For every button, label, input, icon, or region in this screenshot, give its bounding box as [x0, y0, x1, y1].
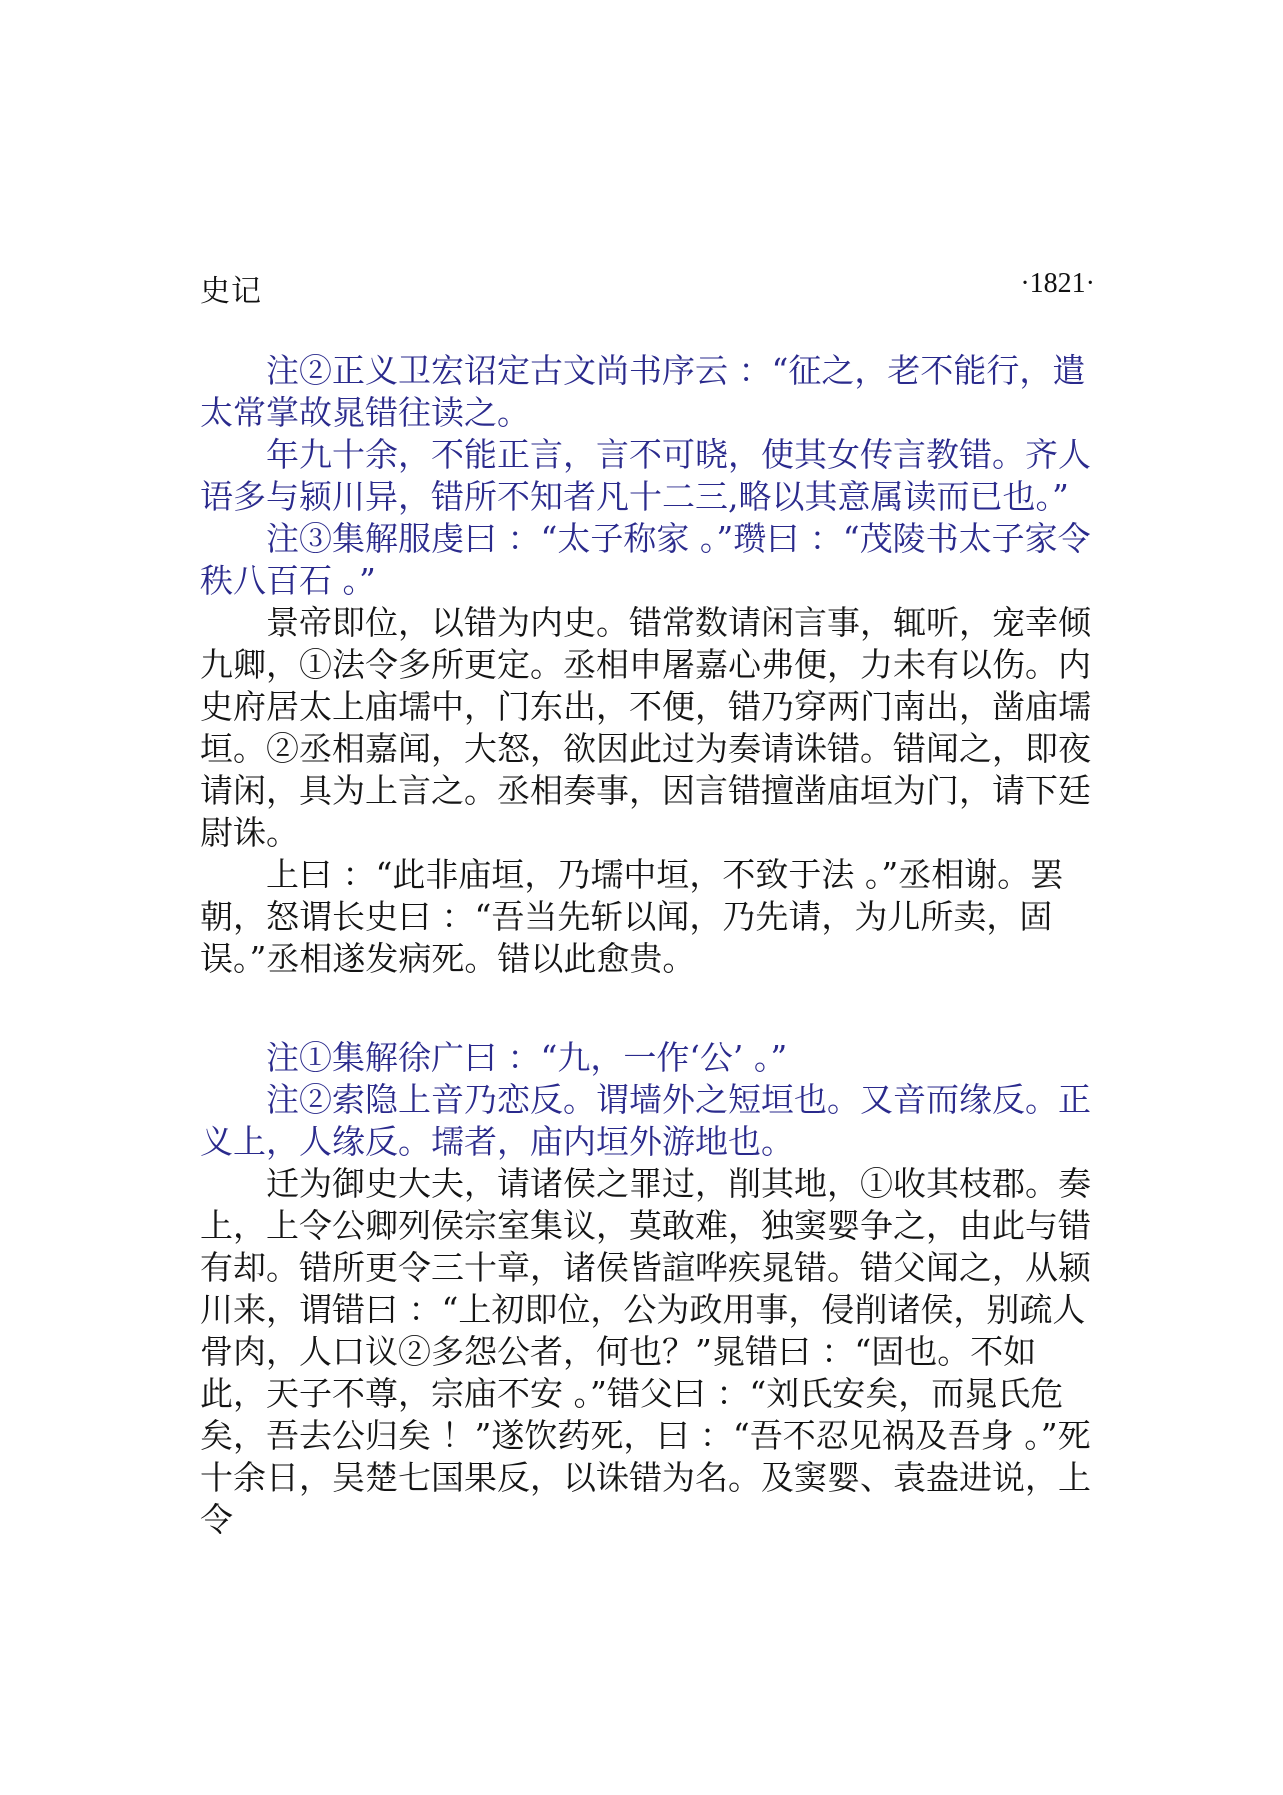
text-section-1	[200, 350, 1100, 980]
footnote-paragraph: 注②正义卫宏诏定古文尚书序云 ：“征之，老不能行，遣太常掌故晁错往读之。	[200, 351, 1086, 432]
body-paragraph: 上曰 ：“此非庙垣，乃壖中垣，不致于法 。”丞相谢。罢朝，怒谓长史曰 ：“吾当先斩以闻，乃先请，为儿所卖，固误。”丞相遂发病死。错以此愈贵。	[200, 855, 1064, 978]
body-paragraph: 景帝即位，以错为内史。错常数请闲言事，辄听，宠幸倾九卿，①法令多所更定。丞相申屠嘉心弗便，力未有以伤。内史府居太上庙壖中，门东出，不便，错乃穿两门南出，凿庙壖垣。②丞相嘉闻，大怒，欲因此过为奏请诛错。错闻之，即夜请闲，具为上言之。丞相奏事，因言错擅凿庙垣为门，请下廷尉诛。	[200, 603, 1091, 852]
body-paragraph: 迁为御史大夫，请诸侯之罪过，削其地，①收其枝郡。奏上，上令公卿列侯宗室集议，莫敢难，独窦婴争之，由此与错有却。错所更令三十章，诸侯皆諠哗疾晁错。错父闻之，从颍川来，谓错曰 ：“上初即位，公为政用事，侵削诸侯，别疏人骨肉，人口议②多怨公者，何也？”晁错曰 ：“固也。不如此，天子不尊，宗庙不安 。”错父曰 ：“刘氏安矣，而晁氏危矣，吾去公归矣 ！”遂饮药死，曰 ：“吾不忍见祸及吾身 。”死十余日，吴楚七国果反，以诛错为名。及窦婴、袁盎进说，上令	[200, 1164, 1091, 1539]
footnote-paragraph: 年九十余，不能正言，言不可晓，使其女传言教错。齐人语多与颍川异，错所不知者凡十二三,略以其意属读而已也。”	[200, 435, 1091, 516]
footnote-paragraph: 注③集解服虔曰 ：“太子称家 。”瓒曰 ：“茂陵书太子家令秩八百石 。”	[200, 519, 1091, 600]
book-title: 史记	[200, 274, 262, 309]
text-section-2	[200, 1037, 1100, 1541]
page-number: ·1821·	[1020, 268, 1095, 299]
page-header	[200, 266, 1095, 309]
footnote-paragraph: 注②索隐上音乃恋反。谓墙外之短垣也。又音而缘反。正义上，人缘反。壖者，庙内垣外游地也。	[200, 1080, 1091, 1161]
footnote-paragraph: 注①集解徐广曰 ：“九，一作‘公’ 。”	[266, 1038, 788, 1077]
